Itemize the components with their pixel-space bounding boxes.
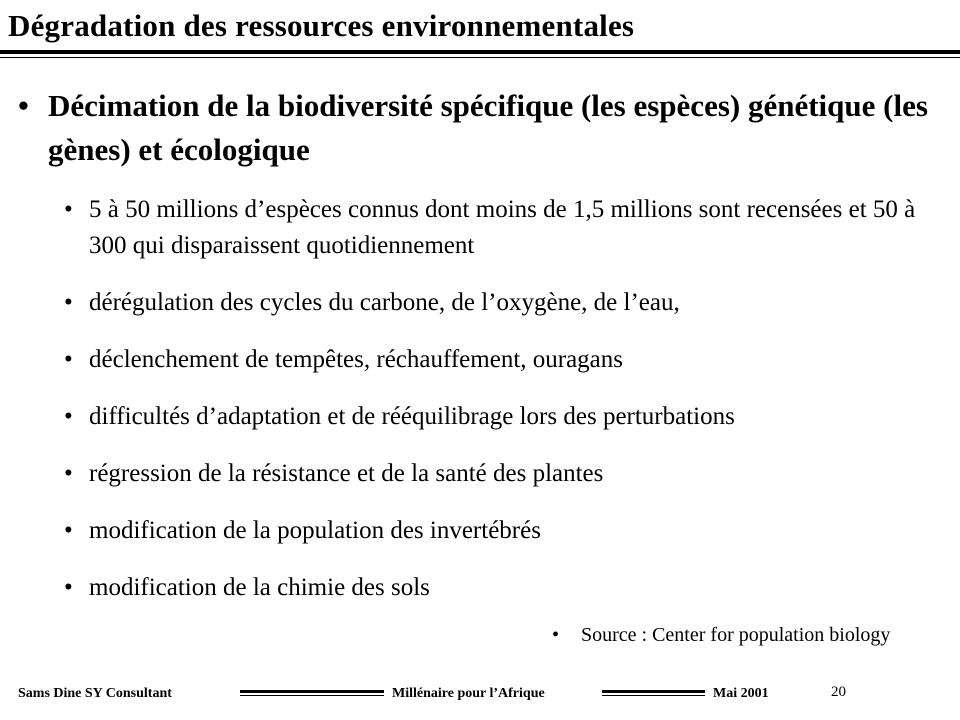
sub-bullet-item	[64, 192, 944, 264]
sub-bullet-item	[64, 570, 944, 606]
footer-divider	[240, 695, 384, 696]
bullet-icon: •	[552, 624, 560, 646]
sub-bullet-text: modification de la population des invertébrés	[89, 517, 541, 544]
slide-footer	[0, 684, 960, 708]
sub-bullet-item	[64, 285, 944, 321]
bullet-icon: •	[64, 403, 73, 430]
sub-bullet-item	[64, 513, 944, 549]
sub-bullet-item	[64, 399, 944, 435]
footer-divider	[602, 690, 705, 693]
source-note	[552, 624, 890, 647]
main-bullet	[18, 84, 938, 172]
footer-event: Millénaire pour l’Afrique	[392, 686, 545, 701]
bullet-icon: •	[64, 517, 73, 544]
sub-bullet-item	[64, 342, 944, 378]
sub-bullet-list	[64, 192, 944, 627]
page-number: 20	[831, 684, 846, 700]
sub-bullet-text: dérégulation des cycles du carbone, de l’oxygène, de l’eau,	[89, 289, 680, 316]
footer-divider	[240, 690, 384, 693]
title-divider-thick	[0, 50, 960, 54]
bullet-icon: •	[64, 574, 73, 601]
sub-bullet-text: difficultés d’adaptation et de rééquilibrage lors des perturbations	[89, 403, 735, 430]
bullet-icon: •	[64, 289, 73, 316]
sub-bullet-item	[64, 456, 944, 492]
sub-bullet-text: modification de la chimie des sols	[89, 574, 430, 601]
sub-bullet-text: 5 à 50 millions d’espèces connus dont moins de 1,5 millions sont recensées et 50 à 300 qui disparaissent quotidiennement	[89, 196, 916, 259]
source-text: Source : Center for population biology	[581, 624, 891, 646]
main-bullet-text: Décimation de la biodiversité spécifique (les espèces) génétique (les gènes) et écologique	[48, 88, 928, 167]
bullet-icon: •	[64, 196, 73, 223]
sub-bullet-text: régression de la résistance et de la santé des plantes	[89, 460, 604, 487]
sub-bullet-text: déclenchement de tempêtes, réchauffement, ouragans	[89, 346, 624, 373]
title-divider-thin	[0, 57, 960, 58]
footer-author: Sams Dine SY Consultant	[18, 686, 172, 701]
footer-divider	[602, 695, 705, 696]
bullet-icon: •	[64, 460, 73, 487]
bullet-icon: •	[18, 88, 29, 123]
bullet-icon: •	[64, 346, 73, 373]
slide-title: Dégradation des ressources environnementales	[8, 8, 635, 43]
footer-date: Mai 2001	[713, 686, 769, 701]
